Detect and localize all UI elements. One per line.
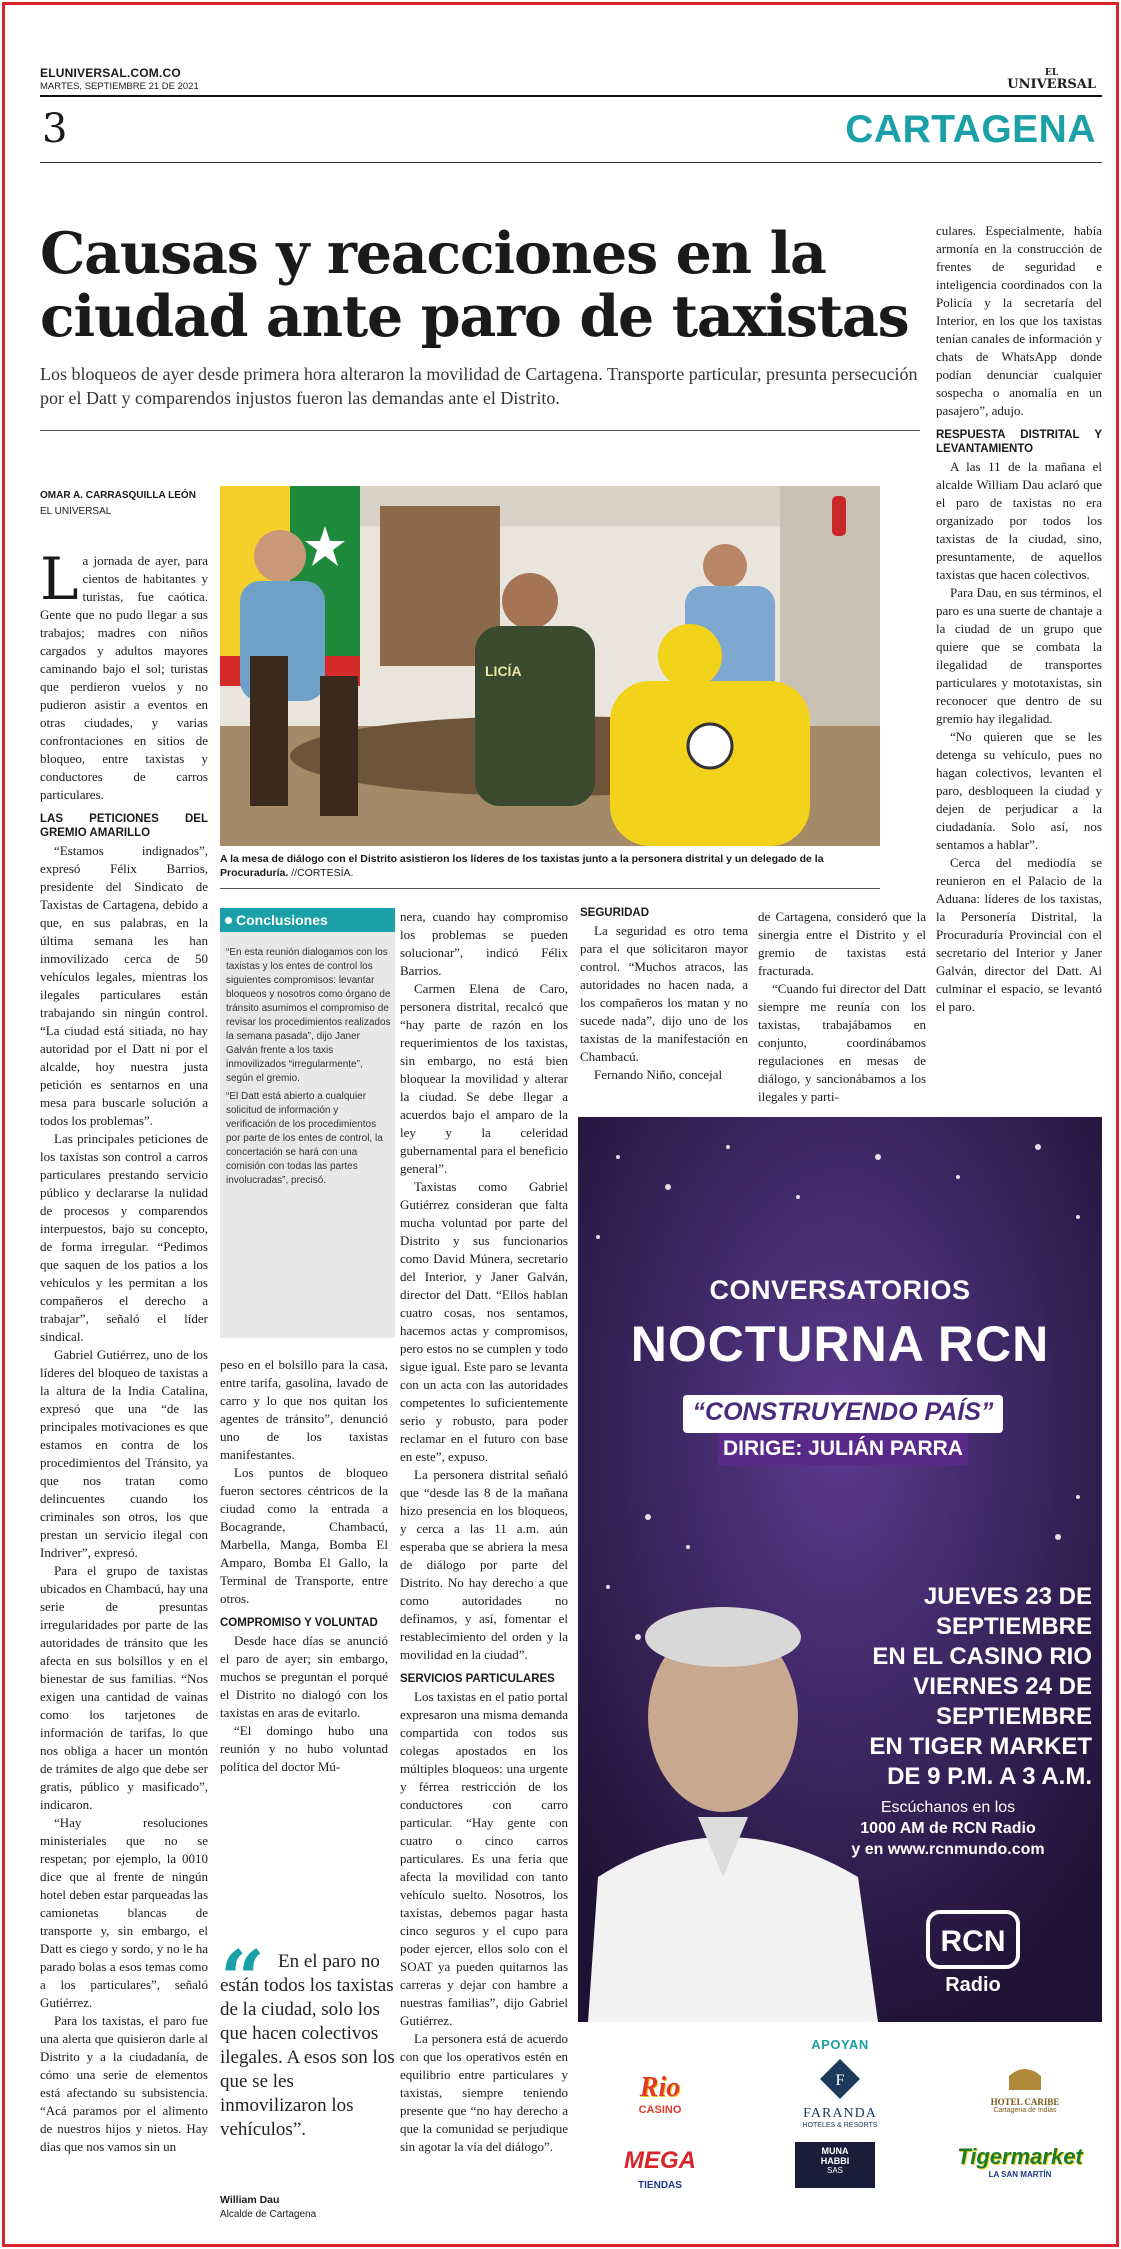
deck: Los bloqueos de ayer desde primera hora alteraron la movilidad de Cartagena. Transporte particular, presunta persecución por el Datt y comparendos injustos fueron las demandas ante el Distrito.: [40, 364, 918, 408]
column-3: [400, 908, 568, 2156]
ad-listen-line-3: [838, 1839, 1058, 1860]
ad-background: [578, 1117, 1102, 2022]
column-4: [580, 898, 748, 1084]
logo-bottom: UNIVERSAL: [1007, 77, 1096, 92]
tiger-logo: Tigermarket: [957, 2144, 1083, 2169]
svg-text:F: F: [835, 2072, 845, 2089]
deck-rule: [40, 430, 920, 431]
paragraph: Los taxistas en el patio portal expresaron una misma demanda compartida con todos sus colegas apostados en los múltiples bloqueos: una urgente y férrea restricción de los conductores con carro particular. “Hay gente con cuatro o cinco carros particulares. Es una feria que afecta la movilidad con tanto vehículo suelto. Nosotros, los taxistas, debemos pagar hasta cinco seguros y el cupo para poder ejercer, ellos solo con el SOAT ya pueden quitarnos las carreras y dejar con hambre a nuestras familias”, dijo Gabriel Gutiérrez.: [400, 1689, 568, 2028]
caribe-logo: HOTEL CARIBE: [990, 2097, 1060, 2107]
ad-line1: CONVERSATORIOS: [709, 1275, 971, 1305]
tiger-sub: LA SAN MARTÍN: [988, 2170, 1052, 2179]
column-5: [758, 908, 926, 1106]
conclusions-title: Conclusiones: [236, 912, 328, 928]
conclusions-header: [220, 908, 395, 932]
paragraph: Carmen Elena de Caro, personera distrital, recalcó que “hay parte de razón en los requerimientos de los taxistas, sin embargo, no está bien bloquear la movilidad y alterar la ciudad. Se debe llegar a acuerdos bajo el amparo de la ley y la celeridad gubernamental para el beneficio general”.: [400, 981, 568, 1176]
rcn-logo-text: RCN: [940, 1925, 1006, 1958]
subhead: SERVICIOS PARTICULARES: [400, 1673, 555, 1685]
caribe-icon: [1005, 2062, 1045, 2092]
subhead: LAS PETICIONES DEL GREMIO AMARILLO: [40, 813, 208, 839]
muna-logo-line-3: SAS: [826, 2166, 843, 2175]
subhead: COMPROMISO Y VOLUNTAD: [220, 1617, 378, 1629]
ad-title: NOCTURNA RCN: [630, 1316, 1050, 1372]
paragraph: Desde hace días se anunció el paro de ayer; sin embargo, muchos se preguntan el porqué el Distrito no dialogó con los taxistas en aras de evitarlo.: [220, 1633, 388, 1720]
ad-date-1: [768, 1582, 1092, 1672]
paragraph: A las 11 de la mañana el alcalde William Dau aclaró que el paro de taxistas no era organizado por todos los taxistas de la ciudad, sino, presuntamente, de aquellos taxistas que hacen colectivos.: [936, 459, 1102, 582]
dropcap: L: [40, 545, 79, 613]
pull-quote: En el paro no están todos los taxistas de la ciudad, solo los que hacen colectivos ilegales. A esos son los que se les inmovilizaron los vehículos”.: [220, 1951, 395, 2140]
paragraph: “Cuando fui director del Datt siempre me reunía con los taxistas, trabajábamos en conjunto, coordinábamos regulaciones en mesas de diálogo, y sancionábamos a los ilegales y parti-: [758, 981, 926, 1104]
site-url: ELUNIVERSAL.COM.CO: [40, 66, 181, 80]
rio-sub: CASINO: [638, 2104, 682, 2116]
sponsor-mega-tiendas: [600, 2147, 720, 2193]
meeting-photo: [220, 486, 880, 846]
paragraph: Cerca del mediodía se reunieron en el Palacio de la Aduana: líderes de los taxistas, la Personería Distrital, la Procuraduría Provincial con el secretario del Interior y Janer Galván, director del Datt. Al culminar el espacio, se levantó el paro.: [936, 855, 1102, 1014]
paragraph: “En esta reunión dialogamos con los taxistas y los entes de control los siguientes compromisos: levantar bloqueos y nosotros como órgano de tránsito asumimos el compromiso de revisar los procedimientos realizados la semana pasada”, dijo Janer Galván frente a los taxis inmovilizados “irregularmente”, según el gremio.: [226, 947, 391, 1084]
faranda-logo: FARANDA: [803, 2106, 877, 2121]
paragraph: Los puntos de bloqueo fueron sectores céntricos de la ciudad como la entrada a Bocagrande, Chambacú, Marbella, Manga, Bomba El Amparo, Bomba El Gallo, la Terminal de Transporte, entre otros.: [220, 1465, 388, 1606]
section-title: CARTAGENA: [845, 108, 1096, 151]
newspaper-page: [40, 62, 1102, 2232]
paragraph: de Cartagena, consideró que la sinergia entre el Distrito y el gremio de taxistas está fracturada.: [758, 909, 926, 978]
rcn-radio-logo: [923, 1907, 1023, 1997]
vest-text: LICÍA: [485, 663, 522, 679]
ad-director: DIRIGE: JULIÁN PARRA: [723, 1437, 963, 1460]
paragraph: “Estamos indignados”, expresó Félix Barrios, presidente del Sindicato de Taxistas de Cartagena, debido a que, en sus palabras, en la última semana les han inmovilizado cerca de 50 vehículos legales, mientras los ilegales particulares están trabajando sin ningún control. “La ciudad está sitiada, no hay autoridad por el Datt ni por el alcalde, hoy nuestra justa petición es sentarnos en una mesa para buscarle solución a todos los problemas”.: [40, 843, 208, 1128]
section-rule: [40, 162, 1102, 163]
sponsor-muna-habbi: [795, 2142, 875, 2188]
quote-icon: “: [220, 1934, 265, 2025]
muna-logo-line-2: HABBI: [820, 2156, 850, 2166]
issue-date: MARTES, SEPTIEMBRE 21 DE 2021: [40, 81, 199, 92]
column-2: [220, 1356, 388, 1776]
column-6: [936, 222, 1102, 1016]
byline-author: OMAR A. CARRASQUILLA LEÓN: [40, 490, 196, 501]
ad-listen-url: y en www.rcnmundo.com: [851, 1841, 1045, 1858]
rcn-logo-icon: [923, 1907, 1023, 1997]
conclusions-text: [226, 946, 391, 1192]
sponsor-faranda: [780, 2057, 900, 2129]
column-1: [40, 545, 208, 2156]
paragraph: “El Datt está abierto a cualquier solicitud de información y verificación de los procedimientos por parte de los entes de control, la concertación se hará con una comisión con todas las partes involucradas”, precisó.: [226, 1091, 383, 1186]
paragraph: La seguridad es otro tema para el que solicitaron mayor control. “Muchos atracos, las autoridades no hacen nada, a los compañeros los matan y no sucede nada”, dijo uno de los taxistas de la manifestación en Chambacú.: [580, 923, 748, 1064]
logo-top: EL: [1045, 68, 1059, 78]
paragraph: Gabriel Gutiérrez, uno de los líderes del bloqueo de taxistas a la altura de la India Catalina, expresó que una “de las principales motivaciones es que estamos en contra de los procedimientos del Tránsito, ya que nos tratan como delincuentes cuando los criminales son otros, los que prestan un servicio ilegal con Indriver”, expresó.: [40, 1347, 208, 1560]
header-rule: [40, 95, 1102, 97]
masthead-logo: [1007, 68, 1096, 90]
muna-logo-line-1: MUNA: [821, 2146, 849, 2156]
page-number: 3: [42, 106, 68, 152]
subhead: SEGURIDAD: [580, 907, 650, 919]
paragraph: Fernando Niño, concejal: [594, 1067, 723, 1082]
ad-subtitle: “CONSTRUYENDO PAÍS”: [692, 1398, 994, 1426]
sponsor-rio-casino: [600, 2072, 720, 2116]
ad-listen-line-2: [838, 1818, 1058, 1839]
caribe-sub: Cartagena de Indias: [993, 2107, 1057, 2114]
sponsor-tigermarket: [950, 2144, 1090, 2179]
mega-sub: TIENDAS: [638, 2180, 682, 2191]
sponsor-hotel-caribe: [970, 2062, 1080, 2114]
paragraph: La personera está de acuerdo con que los operativos estén en equilibrio entre particulares y taxistas, siempre teniendo presente que “no hay derecho a que la comunidad se perjudique sin agotar la vía del diálogo”.: [400, 2031, 568, 2154]
ad-listen-bold: 1000 AM de RCN Radio: [860, 1820, 1036, 1837]
paragraph: Para el grupo de taxistas ubicados en Chambacú, hay una serie de presuntas irregularidades por parte de las autoridades de tránsito que les afecta en sus bolsillos y en el bienestar de sus familias. “Nos exigen una cantidad de vainas como los tarjetones de información de tarifas, lo que nos obliga a hacer un montón de trámites de algo que debe ser gratis, público y masificado”, indicaron.: [40, 1563, 208, 1812]
paragraph-text: a jornada de ayer, para cientos de habitantes y turistas, fue caótica. Gente que no pudo llegar a sus trabajos; madres con niños cargados y adultos mayores caminando bajo el sol; turistas que perdieron vuelos y no pudieron asistir a eventos en otras ciudades, y varias confrontaciones en sitios de bloqueo, entre taxistas y conductores de carros particulares.: [40, 553, 208, 802]
ad-listen-line-1: Escúchanos en los: [880, 1799, 1016, 1816]
paragraph: La personera distrital señaló que “desde las 8 de la mañana hizo presencia en los bloqueos, y cerca a las 11 a.m. aún esperaba que se abriera la mesa de diálogo por parte del Distrito. No hay derecho a que como autoridades no definamos, y así, fomentar el restablecimiento del orden y la movilidad en la ciudad”.: [400, 1467, 568, 1662]
subhead: RESPUESTA DISTRITAL Y LEVANTAMIENTO: [936, 429, 1102, 455]
headline: Causas y reacciones en la ciudad ante paro de taxistas: [40, 220, 909, 350]
ad-date-2-line-2: EN TIGER MARKET: [869, 1733, 1092, 1760]
ad-date-1-line-1: JUEVES 23 DE SEPTIEMBRE: [923, 1583, 1092, 1640]
advertisement: [578, 1117, 1102, 2022]
paragraph: peso en el bolsillo para la casa, entre tarifa, gasolina, lavado de carro y lo que nos quitan los agentes de tránsito”, denunció uno de los taxistas manifestantes.: [220, 1357, 388, 1462]
paragraph: Taxistas como Gabriel Gutiérrez consideran que falta mucha voluntad por parte del Distrito y sus funcionarios como David Múnera, secretario del Interior, y Janer Galván, director del Datt. “Ellos hablan cuatro cosas, nos sentamos, hacemos actas y compromisos, pero estos no se cumplen y todo sigue igual. Este paro se levanta con un acta con las autoridades competentes lo suficientemente serio y robusto, para poder reclamar en el futuro con base en este”, expuso.: [400, 1179, 568, 1464]
paragraph: [40, 545, 208, 804]
quote-author: William Dau: [220, 2194, 280, 2206]
ad-date-2-line-1: VIERNES 24 DE SEPTIEMBRE: [913, 1673, 1092, 1730]
paragraph: “No quieren que se les detenga su vehículo, pues no hagan colectivos, levanten el paro, desbloqueen la ciudad y dejen de perjudicar a la ciudadanía. Solo así, nos sentamos a hablar”.: [936, 729, 1102, 852]
paragraph: “El domingo hubo una reunión y no hubo voluntad política del doctor Mú-: [220, 1723, 388, 1774]
ad-date-2: [768, 1672, 1092, 1792]
photo-caption: [220, 852, 880, 880]
paragraph: Las principales peticiones de los taxistas son control a carros particulares prestando servicio público y declararse la nulidad de procesos y comparendos interpuestos, bajo su concepto, de forma irregular. “Pedimos que saquen de los patios a los vehículos y les permitan a los compañeros el derecho a trabajar”, señaló el líder sindical.: [40, 1131, 208, 1344]
byline-org: EL UNIVERSAL: [40, 506, 112, 517]
ad-date-2-line-3: DE 9 P.M. A 3 A.M.: [887, 1763, 1092, 1790]
sponsors-title: APOYAN: [811, 2037, 869, 2052]
ad-listen: [838, 1797, 1058, 1860]
caption-credit: //CORTESÍA.: [288, 867, 354, 879]
paragraph: nera, cuando hay compromiso los problemas se pueden solucionar”, indicó Félix Barrios.: [400, 909, 568, 978]
rcn-logo-sub: Radio: [945, 1974, 1001, 1996]
ad-date-1-line-2: EN EL CASINO RIO: [872, 1643, 1092, 1670]
paragraph: Para Dau, en sus términos, el paro es una suerte de chantaje a la ciudad de un grupo que quiere que se combata la ilegalidad de transportes particulares y mototaxistas, sin reconocer que dentro de su gremio hay ilegalidad.: [936, 585, 1102, 726]
bullet-icon: [225, 917, 232, 924]
paragraph: culares. Especialmente, había armonía en la construcción de frentes de seguridad e inteligencia coordinados con la Policía y la secretaría del Interior, en los que los taxistas tenían canales de información y chats de WhatsApp donde podían denunciar cualquier sospecha o anomalía en un pasajero”, adujo.: [936, 223, 1102, 418]
paragraph: “Hay resoluciones ministeriales que no se respetan; por ejemplo, la 0010 dice que al frente de ningún hotel deben estar parqueadas las camionetas blancas de transporte y, sin embargo, el Datt es ciego y sordo, y no le ha parado bolas a esos temas como a los particulares”, señaló Gutiérrez.: [40, 1815, 208, 2010]
faranda-icon: [818, 2057, 862, 2101]
faranda-sub: HOTELES & RESORTS: [802, 2122, 878, 2129]
rio-logo: Rio: [639, 2072, 681, 2103]
paragraph: Para los taxistas, el paro fue una alerta que quisieron darle al Distrito y a la ciudadanía, de cómo una serie de elementos está afectando su subsistencia. “Acá paramos por el alimento de nuestros hijos y nietos. Hay días que nos vamos sin un: [40, 2013, 208, 2154]
quote-role: Alcalde de Cartagena: [220, 2209, 317, 2220]
mega-logo: MEGA: [624, 2147, 696, 2174]
caption-text: A la mesa de diálogo con el Distrito asistieron los líderes de los taxistas junto a la personera distrital y un delegado de la Procuraduría.: [220, 853, 824, 879]
caption-rule: [220, 888, 880, 889]
meeting-photo-illustration: [220, 486, 880, 846]
